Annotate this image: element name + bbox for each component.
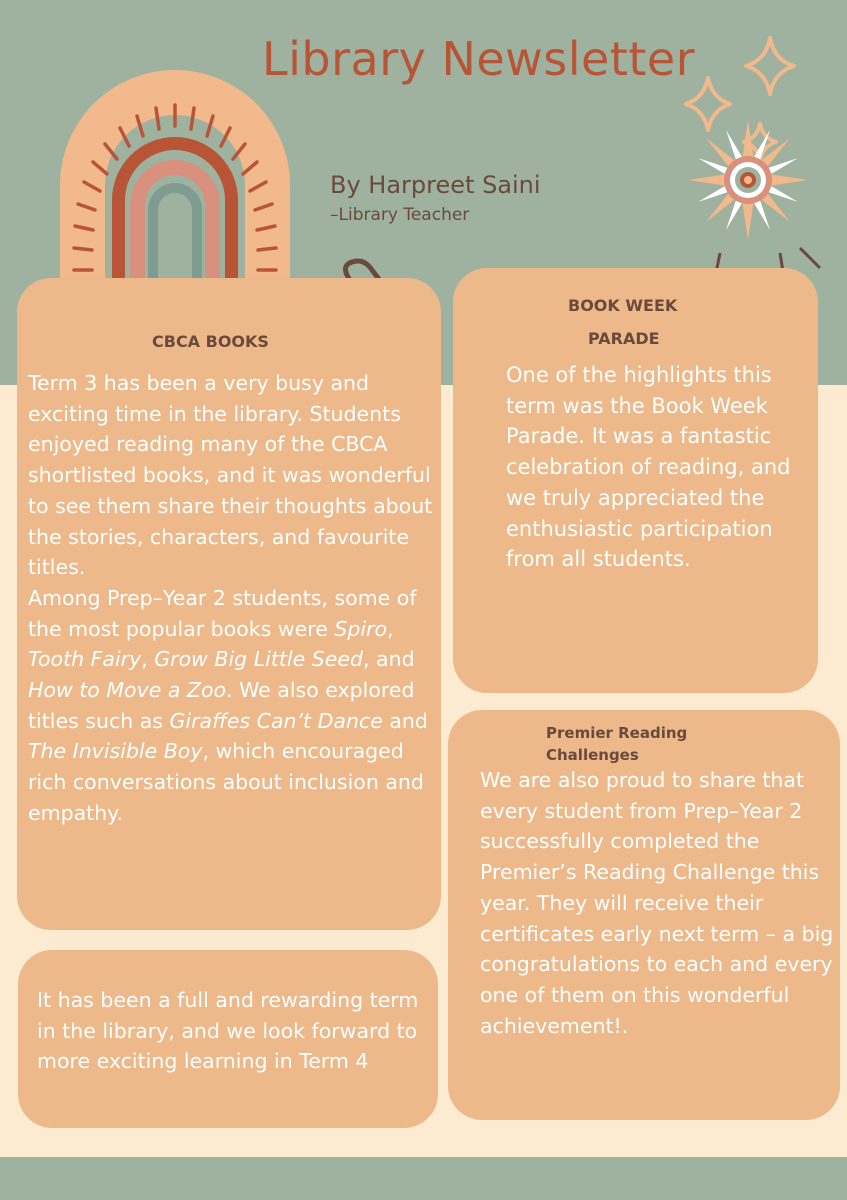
parade-text: One of the highlights this term was the Book Week Parade. It was a fantastic celebration of reading, and we truly appreciated the enthusiastic participation from all students.: [506, 363, 791, 572]
premier-text: We are also proud to share that every student from Prep–Year 2 successfully completed the Premier’s Reading Challenge this year. They will receive their certificates early next term – a big congratulations to each and every one of them on this wonderful achievement!.: [480, 768, 834, 1038]
book-title: Giraffes Can’t Dance: [169, 708, 383, 733]
book-title: How to Move a Zoo: [28, 678, 227, 703]
closing-text: It has been a full and rewarding term in the library, and we look forward to more exciting learning in Term 4: [37, 988, 419, 1074]
rainbow-illustration: [40, 60, 310, 295]
footer-band: [0, 1157, 847, 1200]
cbca-paragraph-2: Among Prep–Year 2 students, some of the most popular books were Spiro, Tooth Fairy, Grow Big Little Seed, and How to Move a Zoo. We also explored titles such as Giraffes Can’t Dance and The Invisible Boy, which encouraged rich conversations about inclusion and empathy.: [28, 585, 428, 825]
cbca-books-heading: CBCA BOOKS: [152, 332, 269, 351]
book-title: Tooth Fairy: [28, 647, 142, 672]
parade-heading-line-2: PARADE: [588, 329, 660, 348]
cbca-paragraph-1: Term 3 has been a very busy and exciting time in the library. Students enjoyed reading many of the CBCA shortlisted books, and it was wonderful to see them share their thoughts about the stories, characters, and favourite titles.: [28, 371, 433, 580]
newsletter-title: Library Newsletter: [262, 32, 696, 86]
book-title: Grow Big Little Seed: [154, 647, 363, 672]
book-title: Spiro: [334, 616, 388, 641]
premier-heading-line-1: Premier Reading: [546, 724, 688, 742]
cbca-books-text: [28, 368, 438, 829]
book-title: The Invisible Boy: [28, 739, 203, 764]
premier-heading-line-2: Challenges: [546, 746, 639, 764]
author-name: By Harpreet Saini: [330, 171, 541, 199]
parade-heading-line-1: BOOK WEEK: [568, 296, 678, 315]
author-role: –Library Teacher: [330, 205, 470, 225]
